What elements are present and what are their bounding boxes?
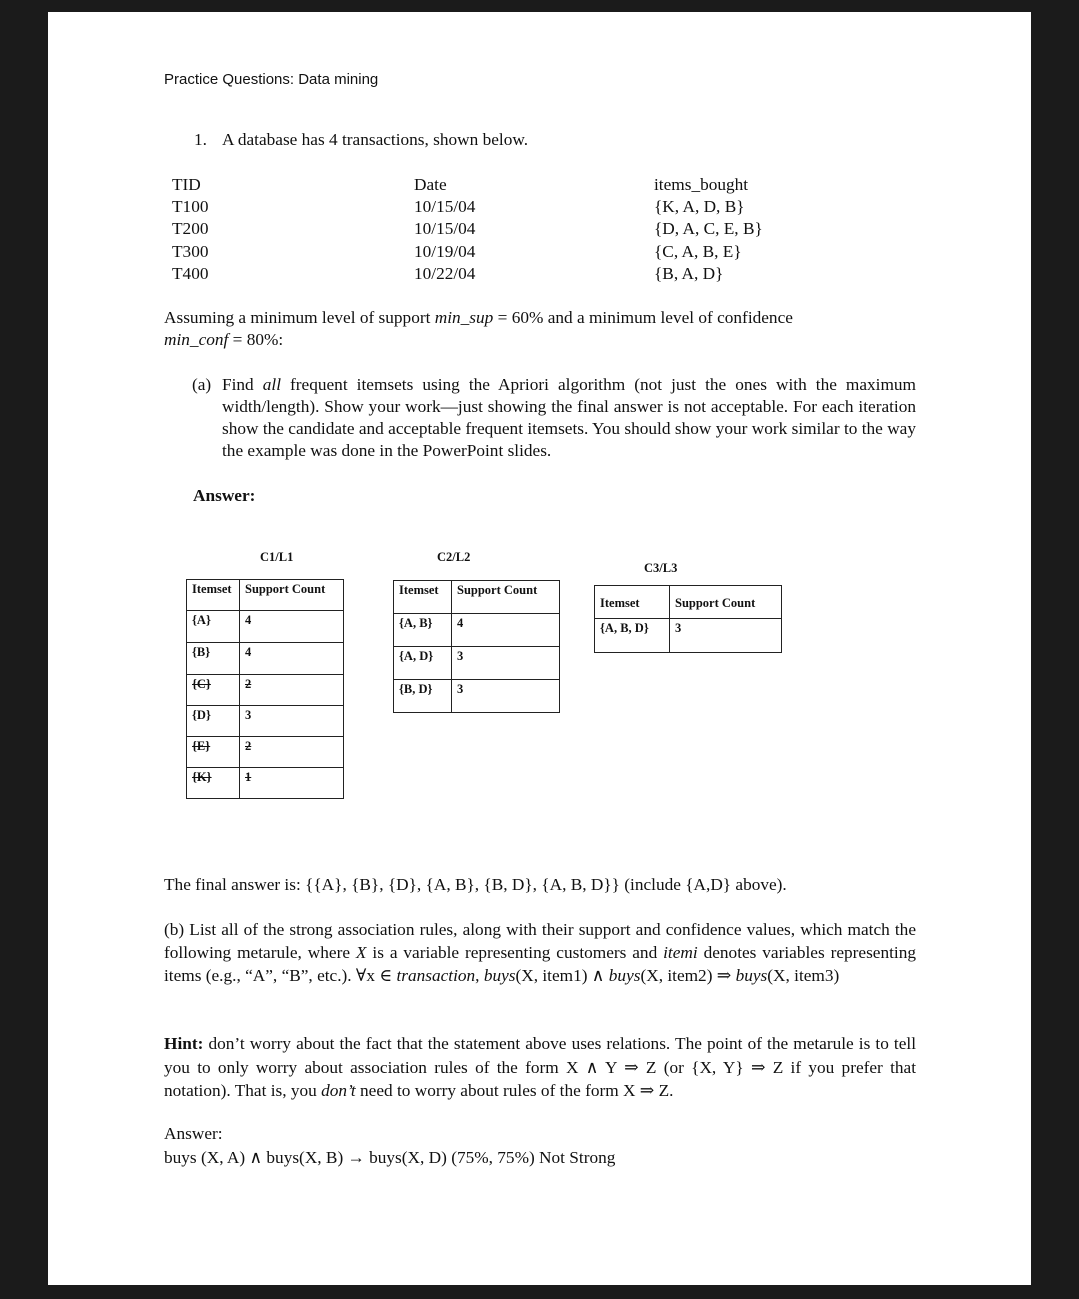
c1-caption: C1/L1	[260, 550, 294, 564]
question-number: 1.	[194, 130, 207, 149]
final-answer: The final answer is: {{A}, {B}, {D}, {A, B}, {B, D}, {A, B, D}} (include {A,D} above).	[164, 875, 787, 894]
items-cell: {C, A, B, E}	[654, 241, 742, 261]
col-header-support: Support Count	[670, 586, 782, 619]
support-cell: 3	[452, 647, 560, 680]
tid-cell: T300	[172, 241, 209, 261]
itemset-cell-struck: {K}	[187, 768, 240, 799]
table-row	[394, 680, 560, 713]
support-cell: 3	[240, 706, 344, 737]
table-row	[187, 611, 344, 643]
itemset-cell-struck: {C}	[187, 675, 240, 706]
answer-b-rule: buys (X, A) ∧ buys(X, B) → buys(X, D) (75%, 75%) Not Strong	[164, 1148, 616, 1167]
support-cell: 3	[670, 619, 782, 653]
support-cell: 3	[452, 680, 560, 713]
items-cell: {D, A, C, E, B}	[654, 219, 763, 239]
c1-table	[186, 579, 344, 799]
date-cell: 10/22/04	[414, 263, 476, 283]
date-column	[414, 174, 475, 285]
support-cell-struck: 2	[240, 675, 344, 706]
hint-text: Hint: don’t worry about the fact that the statement above uses relations. The point of the metarule is to tell you to only worry about association rules of the form X ∧ Y ⇒ Z (or {X, Y} ⇒ Z if you prefer that notation). That is, you don’t need to worry about rules of the form X ⇒ Z.	[164, 1034, 916, 1100]
part-a-text: Find all frequent itemsets using the Apriori algorithm (not just the ones with the maximum width/length). Show your work—just showing the final answer is not acceptable. For each iteration show the candidate and acceptable frequent itemsets. You should show your work similar to the way the example was done in the PowerPoint slides.	[222, 375, 917, 460]
c2-caption: C2/L2	[437, 550, 471, 564]
tid-header: TID	[172, 175, 201, 194]
table-header-row	[595, 586, 782, 619]
table-row	[187, 643, 344, 675]
itemset-cell: {A, B}	[394, 614, 452, 647]
assumption-line-2: min_conf = 80%:	[164, 330, 284, 349]
c3-caption: C3/L3	[644, 561, 678, 575]
support-cell: 4	[452, 614, 560, 647]
table-row	[595, 619, 782, 653]
table-row	[187, 675, 344, 706]
col-header-support: Support Count	[452, 581, 560, 614]
items-column	[654, 174, 763, 285]
part-b-text: (b) List all of the strong association rules, along with their support and confidence values, which match the following metarule, where X is a variable representing customers and itemi denotes variables representing items (e.g., “A”, “B”, etc.). ∀x ∈ transaction, buys(X, item1) ∧ buys(X, item2) ⇒ buys(X, item3)	[164, 920, 916, 985]
items-header: items_bought	[654, 175, 749, 194]
items-cell: {B, A, D}	[654, 263, 724, 283]
question-text: A database has 4 transactions, shown below.	[222, 130, 529, 149]
date-cell: 10/15/04	[414, 197, 476, 217]
col-header-support: Support Count	[240, 580, 344, 611]
tid-cell: T100	[172, 197, 209, 217]
table-row	[187, 737, 344, 768]
itemset-cell: {A, D}	[394, 647, 452, 680]
part-a-label: (a)	[192, 375, 212, 394]
support-cell: 4	[240, 611, 344, 643]
c2-table	[393, 580, 560, 713]
itemset-cell: {D}	[187, 706, 240, 737]
support-cell: 4	[240, 643, 344, 675]
table-row	[187, 768, 344, 799]
table-row	[394, 647, 560, 680]
date-cell: 10/19/04	[414, 241, 476, 261]
items-cell: {K, A, D, B}	[654, 197, 745, 217]
page-header: Practice Questions: Data mining	[164, 71, 379, 88]
table-row	[187, 706, 344, 737]
support-cell-struck: 2	[240, 737, 344, 768]
itemset-cell: {A}	[187, 611, 240, 643]
col-header-itemset: Itemset	[394, 581, 452, 614]
tid-cell: T400	[172, 263, 209, 283]
table-header-row	[394, 581, 560, 614]
table-header-row	[187, 580, 344, 611]
date-cell: 10/15/04	[414, 219, 476, 239]
assumption-line-1: Assuming a minimum level of support min_sup = 60% and a minimum level of confidence	[164, 308, 793, 327]
c3-table	[594, 585, 782, 653]
date-header: Date	[414, 175, 447, 194]
tid-column	[172, 174, 208, 285]
document-page	[48, 12, 1031, 1285]
col-header-itemset: Itemset	[595, 586, 670, 619]
tid-cell: T200	[172, 219, 209, 239]
support-cell-struck: 1	[240, 768, 344, 799]
answer-b-label: Answer:	[164, 1124, 223, 1143]
itemset-cell: {B, D}	[394, 680, 452, 713]
table-row	[394, 614, 560, 647]
col-header-itemset: Itemset	[187, 580, 240, 611]
itemset-cell: {A, B, D}	[595, 619, 670, 653]
itemset-cell-struck: {E}	[187, 737, 240, 768]
itemset-cell: {B}	[187, 643, 240, 675]
answer-label: Answer:	[193, 486, 256, 505]
